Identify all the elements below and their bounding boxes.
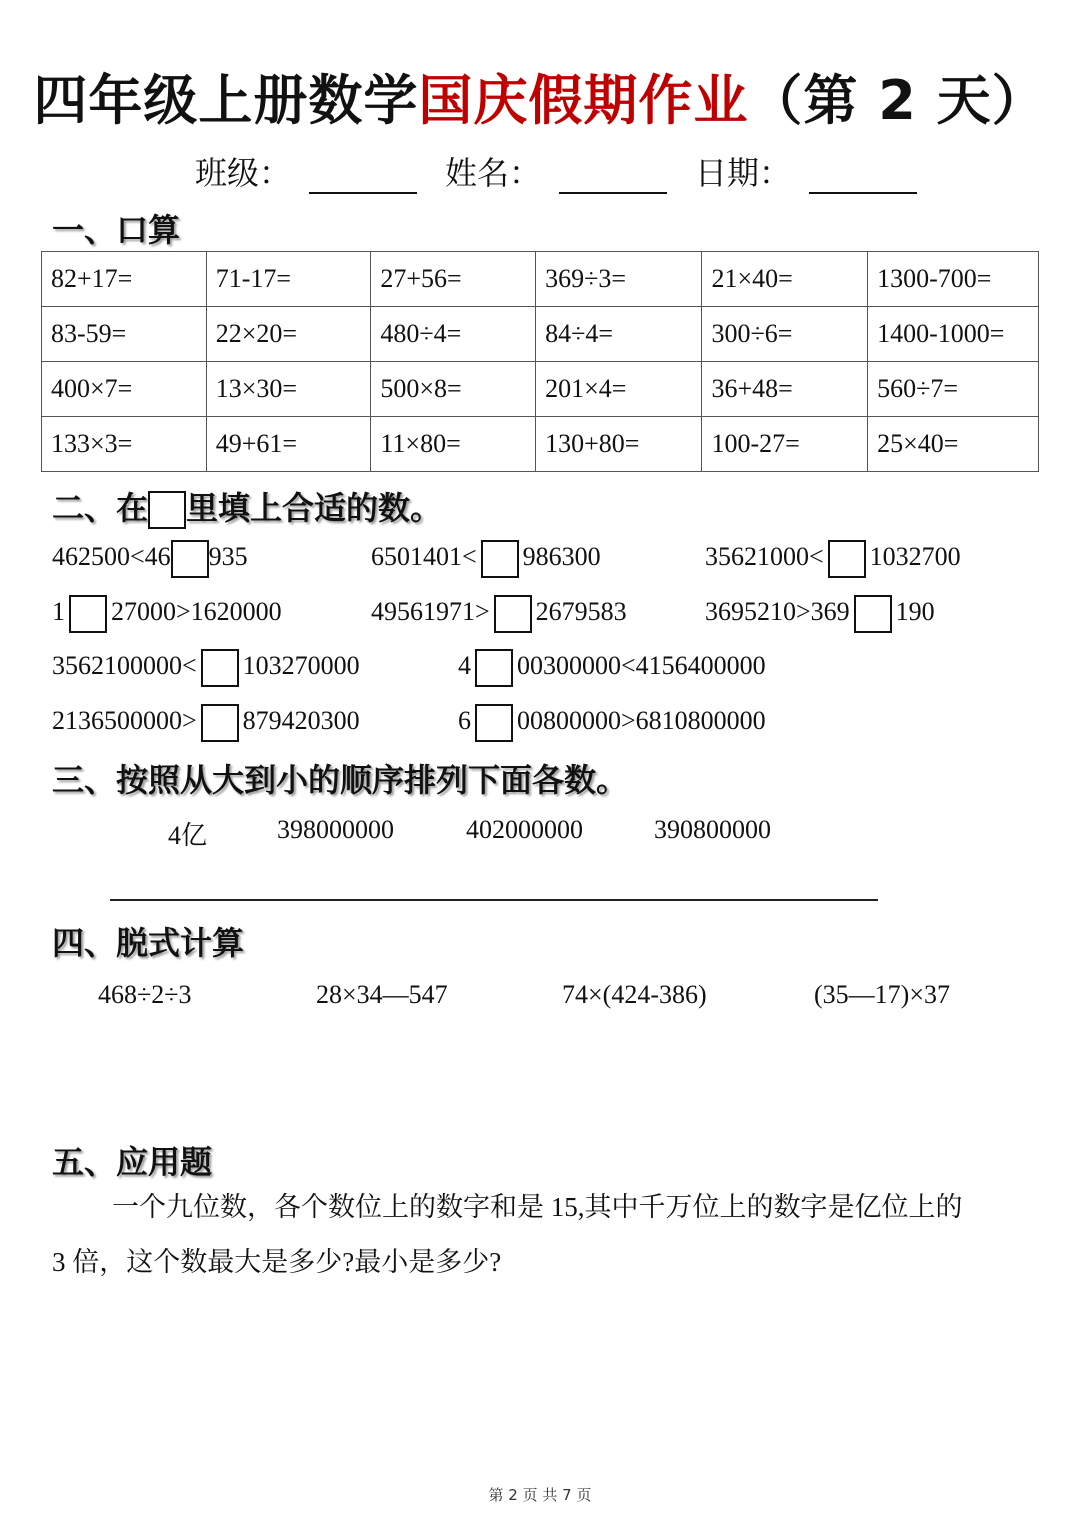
- table-cell: 1300-700=: [868, 252, 1039, 307]
- fill-post: 879420300: [242, 705, 360, 735]
- answer-box[interactable]: [201, 649, 239, 687]
- fill-pre: 462500<46: [52, 541, 171, 571]
- fill-item: [371, 540, 601, 578]
- table-cell: 83-59=: [42, 307, 207, 362]
- table-cell: 1400-1000=: [868, 307, 1039, 362]
- answer-box[interactable]: [69, 595, 107, 633]
- fill-post: 27000>1620000: [111, 596, 282, 626]
- fill-pre: 1: [52, 596, 65, 626]
- word-problem: [52, 1180, 1037, 1290]
- table-cell: 300÷6=: [702, 307, 868, 362]
- table-cell: 130+80=: [536, 417, 702, 472]
- order-number: 390800000: [654, 815, 771, 844]
- fill-item: [52, 649, 360, 687]
- class-blank[interactable]: [309, 156, 417, 194]
- table-row: [42, 417, 1039, 472]
- fill-post: 2679583: [535, 596, 627, 626]
- class-label: 班级：: [195, 155, 292, 191]
- table-cell: 22×20=: [206, 307, 371, 362]
- fill-item: [52, 540, 248, 578]
- fill-item: [458, 649, 766, 687]
- table-cell: 133×3=: [42, 417, 207, 472]
- table-cell: 71-17=: [206, 252, 371, 307]
- calc-expression: 28×34—547: [316, 980, 448, 1009]
- blank-box-icon: [148, 491, 186, 529]
- table-cell: 36+48=: [702, 362, 868, 417]
- table-cell: 11×80=: [371, 417, 536, 472]
- table-cell: 100-27=: [702, 417, 868, 472]
- order-number: 4亿: [168, 821, 208, 850]
- calc-expression: 74×(424-386): [562, 980, 707, 1009]
- answer-box[interactable]: [475, 704, 513, 742]
- section-3-heading: 三、按照从大到小的顺序排列下面各数。: [52, 761, 629, 799]
- fill-item: [458, 704, 766, 742]
- fill-item: [705, 540, 961, 578]
- answer-box[interactable]: [481, 540, 519, 578]
- table-cell: 560÷7=: [868, 362, 1039, 417]
- table-row: [42, 252, 1039, 307]
- table-cell: 84÷4=: [536, 307, 702, 362]
- table-cell: 27+56=: [371, 252, 536, 307]
- fill-pre: 3562100000<: [52, 650, 197, 680]
- table-cell: 369÷3=: [536, 252, 702, 307]
- problem-line: 一个九位数，各个数位上的数字和是 15,其中千万位上的数字是亿位上的: [112, 1192, 963, 1222]
- table-row: [42, 307, 1039, 362]
- page-footer: 第 2 页 共 7 页: [488, 1486, 592, 1504]
- date-blank[interactable]: [809, 156, 917, 194]
- fill-post: 986300: [522, 541, 601, 571]
- calc-expression: 468÷2÷3: [98, 980, 192, 1009]
- answer-box[interactable]: [854, 595, 892, 633]
- table-cell: 480÷4=: [371, 307, 536, 362]
- section-5-heading: 五、应用题: [52, 1143, 213, 1181]
- title-day: （第 2 天）: [748, 69, 1047, 132]
- name-label: 姓名：: [445, 155, 542, 191]
- table-cell: 25×40=: [868, 417, 1039, 472]
- answer-box[interactable]: [475, 649, 513, 687]
- student-info: [195, 148, 937, 194]
- fill-pre: 4: [458, 650, 471, 680]
- oral-calc-table: [41, 251, 1039, 472]
- heading-text: 里填上合适的数。: [186, 489, 443, 527]
- fill-pre: 3695210>369: [705, 596, 850, 626]
- calc-expression: (35—17)×37: [814, 980, 950, 1009]
- table-cell: 500×8=: [371, 362, 536, 417]
- fill-pre: 2136500000>: [52, 705, 197, 735]
- page-title: [0, 58, 1080, 135]
- fill-pre: 6: [458, 705, 471, 735]
- table-cell: 82+17=: [42, 252, 207, 307]
- title-red: 国庆假期作业: [418, 69, 749, 132]
- heading-text: 二、在: [52, 489, 149, 527]
- fill-item: [52, 595, 282, 633]
- answer-box[interactable]: [171, 540, 209, 578]
- answer-box[interactable]: [828, 540, 866, 578]
- fill-post: 00300000<4156400000: [517, 650, 766, 680]
- table-row: [42, 362, 1039, 417]
- section-1-heading: 一、口算: [52, 211, 181, 249]
- date-label: 日期：: [695, 155, 792, 191]
- table-cell: 21×40=: [702, 252, 868, 307]
- answer-box[interactable]: [201, 704, 239, 742]
- fill-post: 1032700: [869, 541, 961, 571]
- fill-post: 103270000: [242, 650, 360, 680]
- problem-line: 3 倍，这个数最大是多少?最小是多少?: [52, 1247, 502, 1277]
- table-cell: 13×30=: [206, 362, 371, 417]
- fill-post: 00800000>6810800000: [517, 705, 766, 735]
- table-cell: 201×4=: [536, 362, 702, 417]
- fill-post: 190: [895, 596, 935, 626]
- fill-item: [52, 704, 360, 742]
- section-2-heading: [52, 483, 442, 529]
- fill-pre: 6501401<: [371, 541, 477, 571]
- table-cell: 400×7=: [42, 362, 207, 417]
- order-number: 398000000: [277, 815, 394, 844]
- answer-line[interactable]: [110, 899, 878, 901]
- fill-pre: 35621000<: [705, 541, 824, 571]
- section-4-heading: 四、脱式计算: [52, 924, 245, 962]
- answer-box[interactable]: [494, 595, 532, 633]
- fill-item: [705, 595, 935, 633]
- name-blank[interactable]: [559, 156, 667, 194]
- fill-post: 935: [208, 541, 248, 571]
- fill-item: [371, 595, 627, 633]
- order-number: 402000000: [466, 815, 583, 844]
- table-cell: 49+61=: [206, 417, 371, 472]
- title-black: 四年级上册数学: [33, 69, 419, 132]
- fill-pre: 49561971>: [371, 596, 490, 626]
